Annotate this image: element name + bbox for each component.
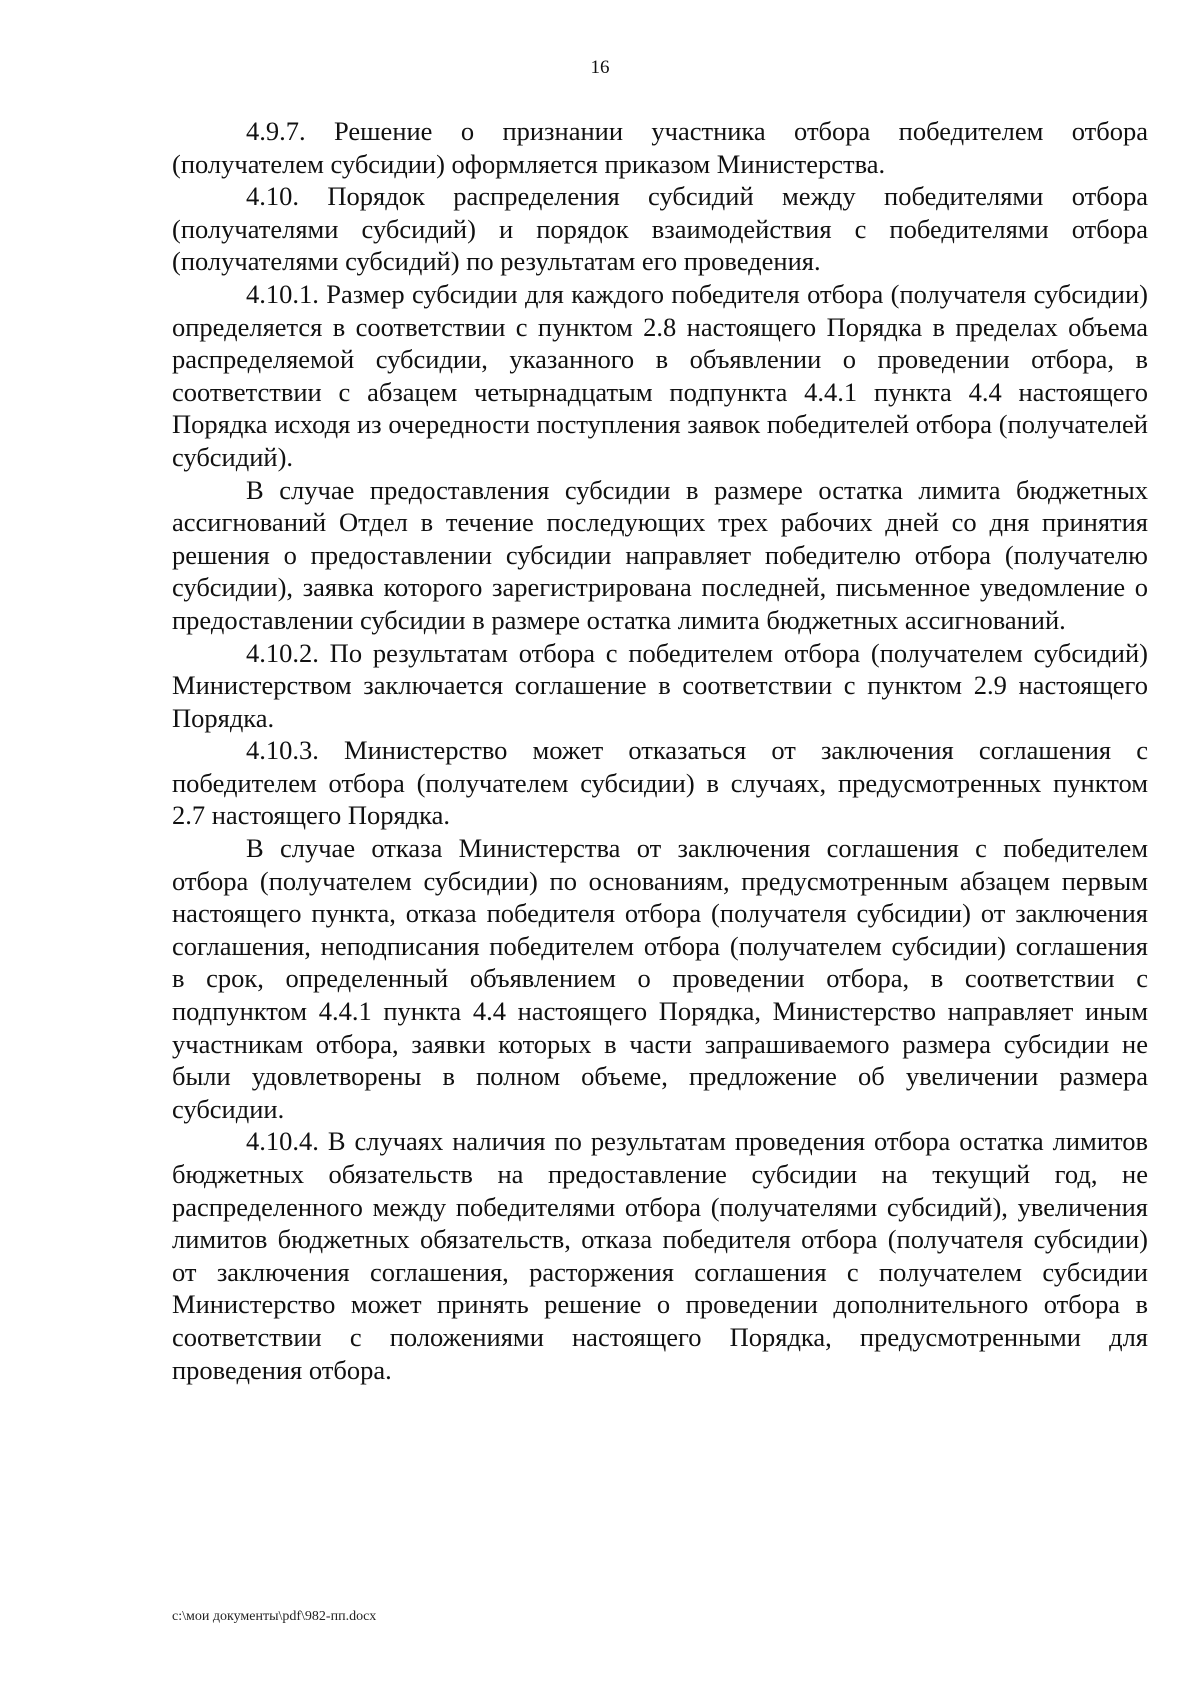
paragraph-refusal-case: В случае отказа Министерства от заключения соглашения с победителем отбора (получателем субсидии) по основаниям, предусмотренным абзацем первым настоящего пункта, отказа победителя отбора (получателя субсидии) от заключения соглашения, неподписания победителем отбора (получателем субсидии) соглашения в срок, определенный объявлением о проведении отбора, в соответствии с подпунктом 4.4.1 пункта 4.4 настоящего Порядка, Министерство направляет иным участникам отбора, заявки которых в части запрашиваемого размера субсидии не были удовлетворены в полном объеме, предложение об увеличении размера субсидии. — [172, 833, 1148, 1124]
paragraph-4-10-4: 4.10.4. В случаях наличия по результатам проведения отбора остатка лимитов бюджетных обязательств на предоставление субсидии на текущий год, не распределенного между победителями отбора (получателями субсидий), увеличения лимитов бюджетных обязательств, отказа победителя отбора (получателя субсидии) от заключения соглашения, расторжения соглашения с получателем субсидии Министерство может принять решение о проведении дополнительного отбора в соответствии с положениями настоящего Порядка, предусмотренными для проведения отбора. — [172, 1126, 1148, 1385]
paragraph-4-10-2: 4.10.2. По результатам отбора с победителем отбора (получателем субсидий) Министерством заключается соглашение в соответствии с пунктом 2.9 настоящего Порядка. — [172, 637, 1148, 733]
footer-file-path: c:\мои документы\pdf\982-пп.docx — [172, 1609, 377, 1624]
paragraph-4-10-3: 4.10.3. Министерство может отказаться от заключения соглашения с победителем отбора (получателем субсидии) в случаях, предусмотренных пунктом 2.7 настоящего Порядка. — [172, 735, 1148, 831]
paragraph-4-10: 4.10. Порядок распределения субсидий между победителями отбора (получателями субсидий) и порядок взаимодействия с победителями отбора (получателями субсидий) по результатам его проведения. — [172, 181, 1148, 277]
paragraph-remainder-limit: В случае предоставления субсидии в размере остатка лимита бюджетных ассигнований Отдел в течение последующих трех рабочих дней со дня принятия решения о предоставлении субсидии направляет победителю отбора (получателю субсидии), заявка которого зарегистрирована последней, письменное уведомление о предоставлении субсидии в размере остатка лимита бюджетных ассигнований. — [172, 474, 1148, 635]
page-number: 16 — [590, 57, 610, 78]
paragraph-4-10-1: 4.10.1. Размер субсидии для каждого победителя отбора (получателя субсидии) определяется в соответствии с пунктом 2.8 настоящего Порядка в пределах объема распределяемой субсидии, указанного в объявлении о проведении отбора, в соответствии с абзацем четырнадцатым подпункта 4.4.1 пункта 4.4 настоящего Порядка исходя из очередности поступления заявок победителей отбора (получателей субсидий). — [172, 278, 1148, 472]
paragraph-4-9-7: 4.9.7. Решение о признании участника отбора победителем отбора (получателем субсидии) оформляется приказом Министерства. — [172, 116, 1148, 179]
document-body — [172, 115, 1148, 1386]
